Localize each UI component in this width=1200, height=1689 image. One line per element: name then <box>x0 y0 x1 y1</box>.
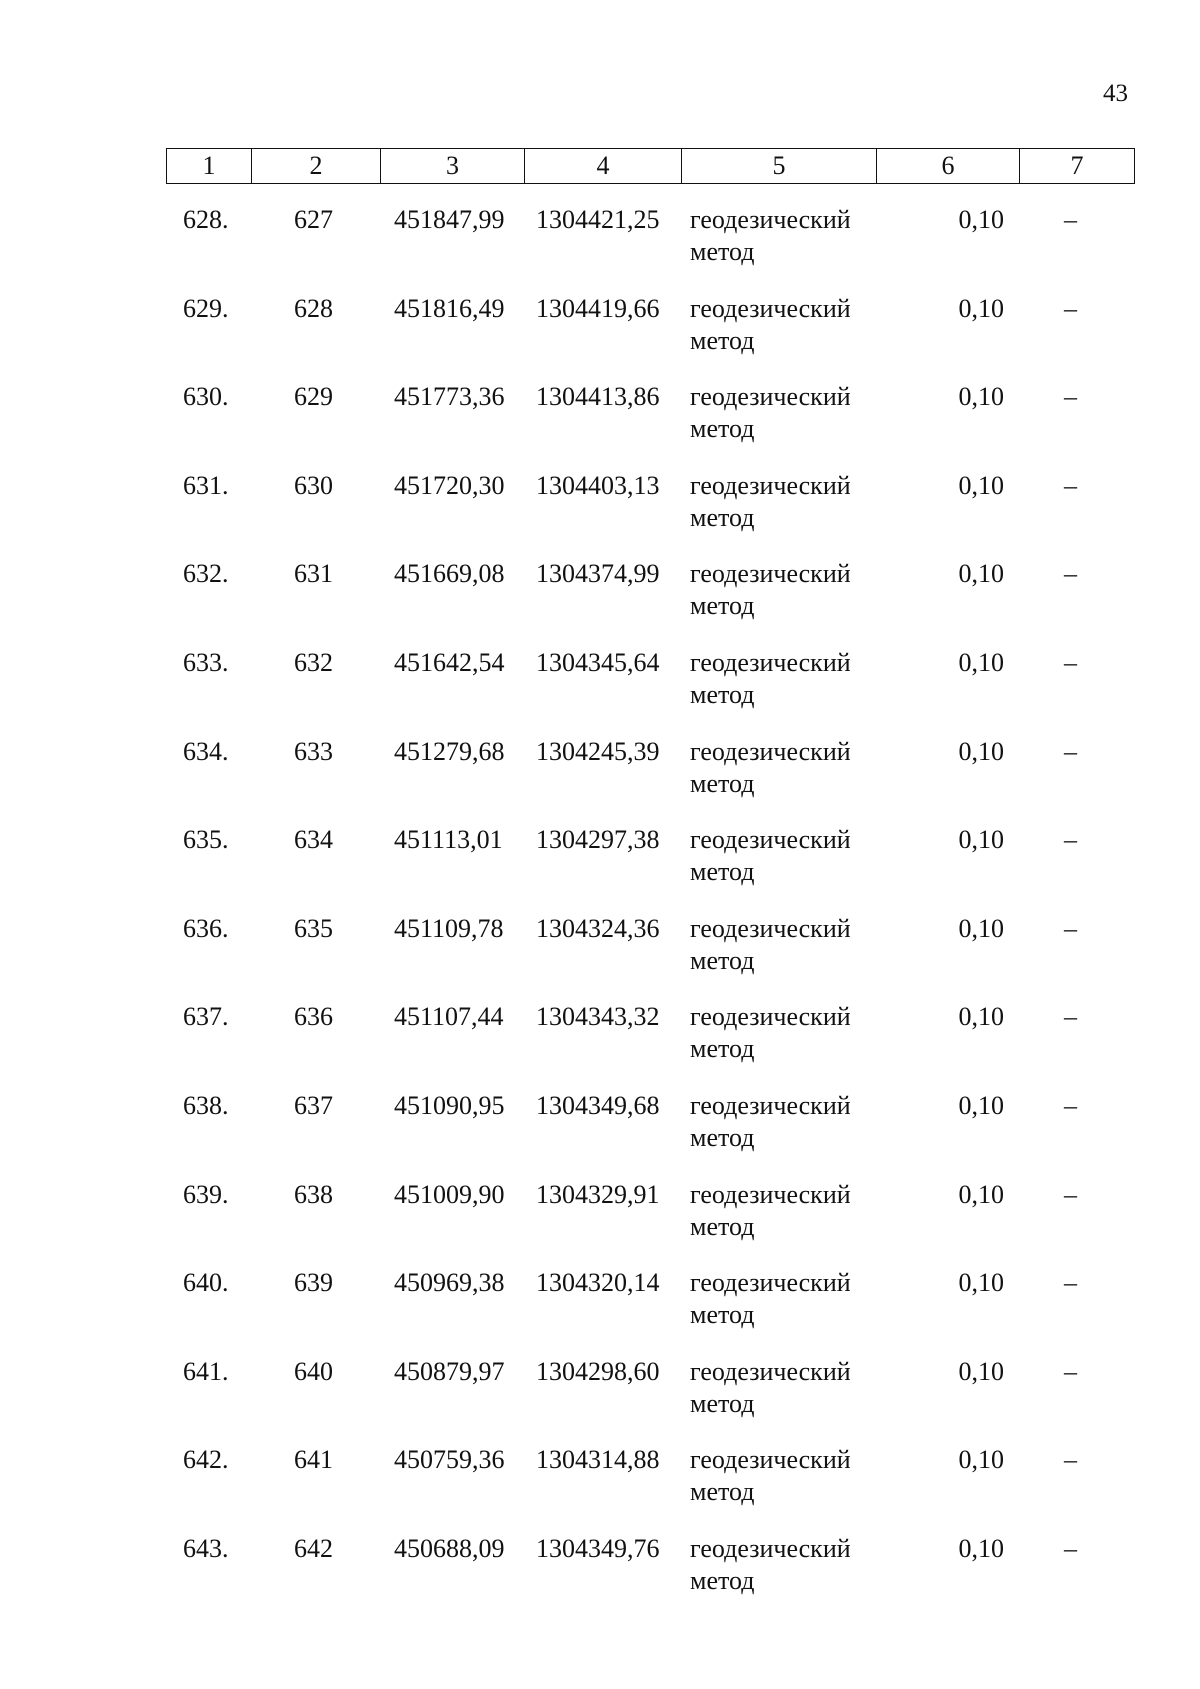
method: геодезический метод <box>690 1533 851 1595</box>
accuracy: 0,10 <box>958 647 1004 677</box>
accuracy: 0,10 <box>958 1533 1004 1563</box>
coord-y: 1304320,14 <box>536 1268 660 1298</box>
point-number: 634 <box>294 825 333 855</box>
point-number: 628 <box>294 293 333 323</box>
column-header-row <box>167 149 1135 184</box>
accuracy: 0,10 <box>958 559 1004 589</box>
method: геодезический метод <box>690 1090 851 1152</box>
coord-y: 1304349,68 <box>536 1090 660 1120</box>
method: геодезический метод <box>690 293 851 355</box>
accuracy: 0,10 <box>958 1090 1004 1120</box>
coord-y: 1304297,38 <box>536 825 660 855</box>
table-row <box>166 647 1134 736</box>
coord-x: 451279,68 <box>394 736 505 766</box>
accuracy: 0,10 <box>958 1179 1004 1209</box>
method: геодезический метод <box>690 647 851 709</box>
table-row <box>166 824 1134 913</box>
row-number: 642. <box>183 1445 229 1475</box>
column-header-7: 7 <box>1020 149 1135 184</box>
method: геодезический метод <box>690 1002 851 1064</box>
note: – <box>1064 913 1077 943</box>
method: геодезический метод <box>690 1356 851 1418</box>
note: – <box>1064 825 1077 855</box>
point-number: 631 <box>294 559 333 589</box>
point-number: 633 <box>294 736 333 766</box>
coord-y: 1304403,13 <box>536 470 660 500</box>
row-number: 635. <box>183 825 229 855</box>
note: – <box>1064 1533 1077 1563</box>
column-header-4: 4 <box>525 149 682 184</box>
point-number: 640 <box>294 1356 333 1386</box>
page-number: 43 <box>1103 80 1128 107</box>
coord-x: 451109,78 <box>394 913 504 943</box>
row-number: 632. <box>183 559 229 589</box>
note: – <box>1064 1179 1077 1209</box>
note: – <box>1064 470 1077 500</box>
coord-x: 451720,30 <box>394 470 505 500</box>
coordinate-rows <box>166 204 1134 1622</box>
row-number: 640. <box>183 1268 229 1298</box>
point-number: 637 <box>294 1090 333 1120</box>
table-row <box>166 1001 1134 1090</box>
column-header-6: 6 <box>877 149 1020 184</box>
accuracy: 0,10 <box>958 825 1004 855</box>
method: геодезический метод <box>690 559 851 621</box>
note: – <box>1064 736 1077 766</box>
column-header-table <box>166 148 1135 184</box>
accuracy: 0,10 <box>958 470 1004 500</box>
row-number: 639. <box>183 1179 229 1209</box>
note: – <box>1064 647 1077 677</box>
row-number: 630. <box>183 382 229 412</box>
coord-x: 451009,90 <box>394 1179 505 1209</box>
coord-x: 451642,54 <box>394 647 505 677</box>
row-number: 628. <box>183 205 229 234</box>
coord-x: 451113,01 <box>394 825 503 855</box>
method: геодезический метод <box>690 1179 851 1241</box>
point-number: 638 <box>294 1179 333 1209</box>
row-number: 641. <box>183 1356 229 1386</box>
method: геодезический метод <box>690 825 851 887</box>
note: – <box>1064 1445 1077 1475</box>
coord-y: 1304413,86 <box>536 382 660 412</box>
method: геодезический метод <box>690 1268 851 1330</box>
column-header-5: 5 <box>682 149 877 184</box>
table-row <box>166 558 1134 647</box>
point-number: 627 <box>294 205 333 234</box>
point-number: 641 <box>294 1445 333 1475</box>
table-row <box>166 204 1134 293</box>
coord-x: 451816,49 <box>394 293 505 323</box>
point-number: 639 <box>294 1268 333 1298</box>
coord-y: 1304324,36 <box>536 913 660 943</box>
note: – <box>1064 559 1077 589</box>
accuracy: 0,10 <box>958 382 1004 412</box>
note: – <box>1064 1002 1077 1032</box>
coord-y: 1304349,76 <box>536 1533 660 1563</box>
point-number: 629 <box>294 382 333 412</box>
note: – <box>1064 1356 1077 1386</box>
table-row <box>166 736 1134 825</box>
row-number: 637. <box>183 1002 229 1032</box>
coord-x: 451090,95 <box>394 1090 505 1120</box>
coord-x: 450969,38 <box>394 1268 505 1298</box>
coord-x: 451847,99 <box>394 205 505 234</box>
point-number: 630 <box>294 470 333 500</box>
point-number: 632 <box>294 647 333 677</box>
accuracy: 0,10 <box>958 205 1004 234</box>
table-row <box>166 1444 1134 1533</box>
method: геодезический метод <box>690 913 851 975</box>
table-row <box>166 1533 1134 1622</box>
coord-x: 451107,44 <box>394 1002 504 1032</box>
coord-x: 451773,36 <box>394 382 505 412</box>
method: геодезический метод <box>690 470 851 532</box>
row-number: 636. <box>183 913 229 943</box>
point-number: 636 <box>294 1002 333 1032</box>
table-row <box>166 470 1134 559</box>
coord-y: 1304298,60 <box>536 1356 660 1386</box>
method: геодезический метод <box>690 382 851 444</box>
coord-x: 450688,09 <box>394 1533 505 1563</box>
coord-y: 1304345,64 <box>536 647 660 677</box>
note: – <box>1064 205 1077 234</box>
coord-y: 1304419,66 <box>536 293 660 323</box>
table-row <box>166 293 1134 382</box>
coord-x: 451669,08 <box>394 559 505 589</box>
accuracy: 0,10 <box>958 913 1004 943</box>
coord-x: 450759,36 <box>394 1445 505 1475</box>
point-number: 635 <box>294 913 333 943</box>
row-number: 643. <box>183 1533 229 1563</box>
row-number: 631. <box>183 470 229 500</box>
accuracy: 0,10 <box>958 1445 1004 1475</box>
row-number: 638. <box>183 1090 229 1120</box>
column-header-1: 1 <box>167 149 252 184</box>
table-row <box>166 1179 1134 1268</box>
accuracy: 0,10 <box>958 1356 1004 1386</box>
row-number: 633. <box>183 647 229 677</box>
point-number: 642 <box>294 1533 333 1563</box>
column-header-3: 3 <box>381 149 525 184</box>
coord-y: 1304343,32 <box>536 1002 660 1032</box>
accuracy: 0,10 <box>958 1268 1004 1298</box>
method: геодезический метод <box>690 205 851 266</box>
coord-y: 1304245,39 <box>536 736 660 766</box>
table-row <box>166 381 1134 470</box>
coord-x: 450879,97 <box>394 1356 505 1386</box>
coord-y: 1304374,99 <box>536 559 660 589</box>
accuracy: 0,10 <box>958 293 1004 323</box>
coord-y: 1304329,91 <box>536 1179 660 1209</box>
coord-y: 1304314,88 <box>536 1445 660 1475</box>
note: – <box>1064 1268 1077 1298</box>
table-row <box>166 1267 1134 1356</box>
accuracy: 0,10 <box>958 1002 1004 1032</box>
table-row <box>166 1090 1134 1179</box>
accuracy: 0,10 <box>958 736 1004 766</box>
row-number: 634. <box>183 736 229 766</box>
note: – <box>1064 293 1077 323</box>
table-row <box>166 1356 1134 1445</box>
method: геодезический метод <box>690 736 851 798</box>
row-number: 629. <box>183 293 229 323</box>
note: – <box>1064 382 1077 412</box>
coord-y: 1304421,25 <box>536 205 660 234</box>
method: геодезический метод <box>690 1445 851 1507</box>
note: – <box>1064 1090 1077 1120</box>
column-header-2: 2 <box>252 149 381 184</box>
table-row <box>166 913 1134 1002</box>
